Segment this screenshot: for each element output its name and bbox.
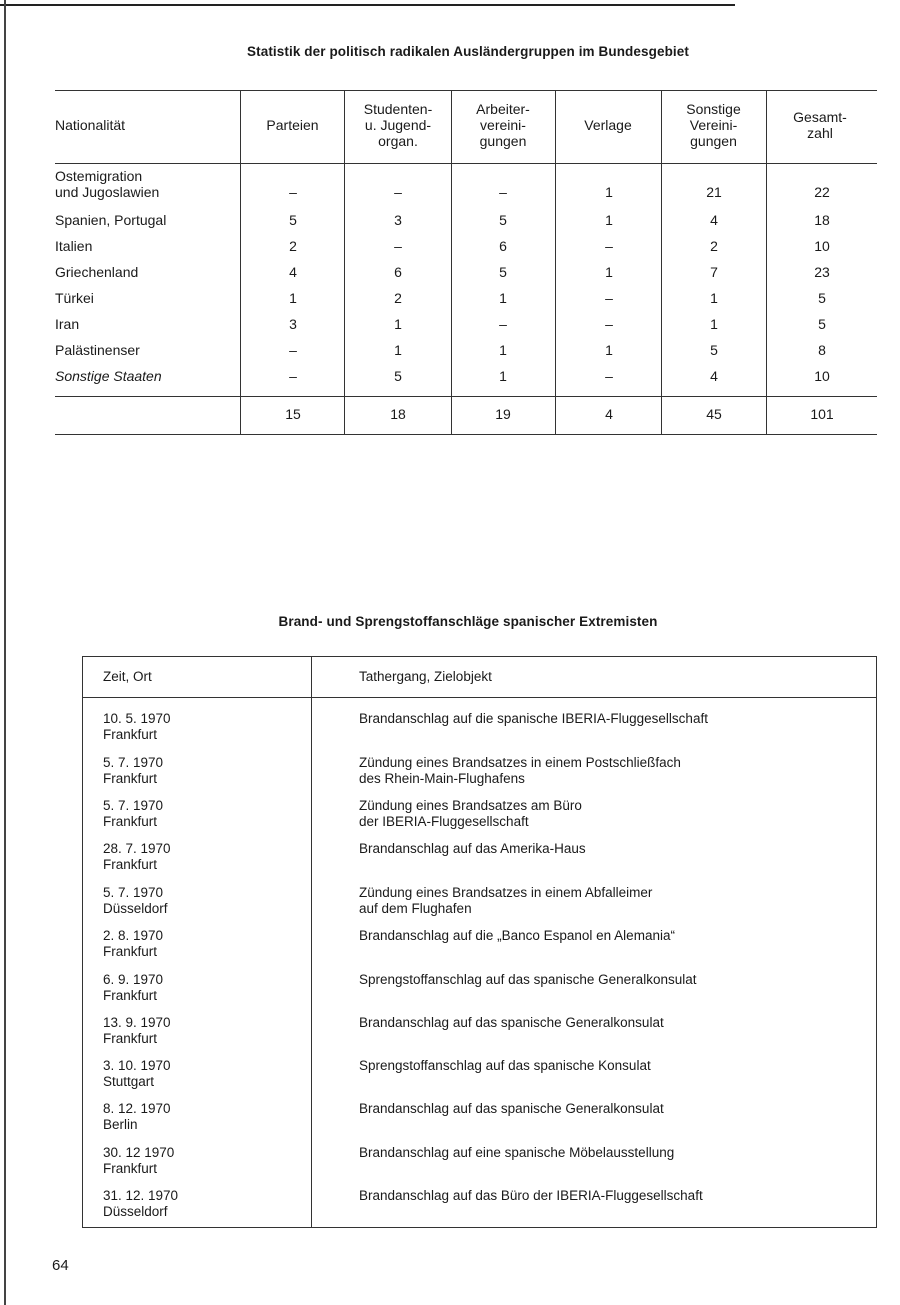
table-cell: 1 [394, 316, 402, 332]
table-cell: 10 [814, 238, 830, 254]
table-cell: 2 [394, 290, 402, 306]
table2-header-rule [83, 697, 876, 698]
row-label: Palästinenser [55, 342, 140, 358]
attack-description: Zündung eines Brandsatzes in einem Postschließfach des Rhein-Main-Flughafens [359, 755, 681, 786]
time-place-cell [103, 841, 171, 873]
table-cell: 21 [706, 184, 722, 200]
table-cell: 3 [394, 212, 402, 228]
table-cell: 5 [710, 342, 718, 358]
table1-header-rule [55, 163, 877, 164]
attack-place: Düsseldorf [103, 1204, 168, 1219]
attack-date: 8. 12. 1970 [103, 1101, 171, 1116]
table1-body-rule [55, 396, 877, 397]
time-place-cell [103, 1188, 178, 1220]
table-cell: – [499, 316, 507, 332]
table1-col-rule [766, 90, 767, 434]
table-cell: – [605, 368, 613, 384]
time-place-cell [103, 1015, 171, 1047]
attack-place: Stuttgart [103, 1074, 155, 1089]
attack-place: Frankfurt [103, 857, 158, 872]
table-cell: 1 [710, 316, 718, 332]
table-cell: – [605, 290, 613, 306]
table-cell: 5 [394, 368, 402, 384]
attack-date: 3. 10. 1970 [103, 1058, 171, 1073]
total-cell: 19 [495, 406, 511, 422]
table-cell: 1 [710, 290, 718, 306]
time-place-cell [103, 1058, 171, 1090]
attack-description: Brandanschlag auf das Büro der IBERIA-Fluggesellschaft [359, 1188, 703, 1203]
total-cell: 45 [706, 406, 722, 422]
attack-date: 6. 9. 1970 [103, 972, 164, 987]
attack-date: 13. 9. 1970 [103, 1015, 171, 1030]
table-cell: 2 [289, 238, 297, 254]
attack-description: Zündung eines Brandsatzes in einem Abfalleimer auf dem Flughafen [359, 885, 653, 916]
header-sonstige: Sonstige Vereini- gungen [686, 101, 741, 149]
table1-col-rule [451, 90, 452, 434]
table-cell: 6 [499, 238, 507, 254]
attack-place: Frankfurt [103, 727, 158, 742]
table-cell: – [394, 238, 402, 254]
header-verlage: Verlage [584, 117, 632, 133]
table1-col-rule [344, 90, 345, 434]
header-parteien: Parteien [266, 117, 319, 133]
table2-title: Brand- und Sprengstoffanschläge spanischer Extremisten [278, 614, 658, 629]
row-label: Sonstige Staaten [55, 368, 162, 384]
total-cell: 15 [285, 406, 301, 422]
table-cell: 5 [818, 290, 826, 306]
table1-col-rule [555, 90, 556, 434]
time-place-cell [103, 711, 171, 743]
table-cell: 3 [289, 316, 297, 332]
attack-place: Frankfurt [103, 1161, 158, 1176]
time-place-cell [103, 755, 163, 787]
table-cell: 18 [814, 212, 830, 228]
header-event-target: Tathergang, Zielobjekt [359, 669, 492, 684]
attack-date: 30. 12 1970 [103, 1145, 175, 1160]
table-cell: – [605, 316, 613, 332]
table-cell: 1 [605, 264, 613, 280]
table-cell: 4 [710, 368, 718, 384]
attack-date: 31. 12. 1970 [103, 1188, 179, 1203]
attack-date: 5. 7. 1970 [103, 885, 164, 900]
table-cell: 4 [710, 212, 718, 228]
total-cell: 101 [810, 406, 834, 422]
table2-column-rule [311, 657, 312, 1227]
table1-bottom-rule [55, 434, 877, 435]
header-gesamtzahl: Gesamt- zahl [793, 109, 847, 141]
attacks-table [82, 656, 877, 1228]
row-label: Spanien, Portugal [55, 212, 167, 228]
time-place-cell [103, 972, 163, 1004]
attack-date: 2. 8. 1970 [103, 928, 164, 943]
table-cell: 4 [289, 264, 297, 280]
attack-description: Brandanschlag auf das spanische Generalkonsulat [359, 1101, 664, 1116]
row-label: Italien [55, 238, 93, 254]
attack-place: Berlin [103, 1117, 138, 1132]
table-cell: 10 [814, 368, 830, 384]
table-cell: 2 [710, 238, 718, 254]
table-cell: – [289, 342, 297, 358]
attack-description: Zündung eines Brandsatzes am Büro der IBERIA-Fluggesellschaft [359, 798, 582, 829]
table1-col-rule [240, 90, 241, 434]
attack-description: Brandanschlag auf die „Banco Espanol en Alemania“ [359, 928, 675, 943]
table1-title: Statistik der politisch radikalen Ausländergruppen im Bundesgebiet [247, 44, 689, 59]
table-cell: 1 [394, 342, 402, 358]
attack-date: 5. 7. 1970 [103, 755, 164, 770]
table-cell: 22 [814, 184, 830, 200]
table-cell: 5 [499, 212, 507, 228]
attack-date: 10. 5. 1970 [103, 711, 171, 726]
table1-col-rule [661, 90, 662, 434]
attack-place: Frankfurt [103, 944, 158, 959]
nationality-statistics-table [55, 86, 877, 436]
table-cell: – [289, 184, 297, 200]
row-label: Iran [55, 316, 80, 332]
table-cell: – [289, 368, 297, 384]
time-place-cell [103, 928, 163, 960]
attack-description: Sprengstoffanschlag auf das spanische Generalkonsulat [359, 972, 697, 987]
row-label: Türkei [55, 290, 94, 306]
table-cell: – [499, 184, 507, 200]
attack-date: 5. 7. 1970 [103, 798, 164, 813]
left-binding-rule [4, 0, 6, 1305]
attack-description: Brandanschlag auf die spanische IBERIA-Fluggesellschaft [359, 711, 708, 726]
attack-date: 28. 7. 1970 [103, 841, 171, 856]
table-cell: 6 [394, 264, 402, 280]
table-cell: 8 [818, 342, 826, 358]
attack-place: Frankfurt [103, 1031, 158, 1046]
total-cell: 18 [390, 406, 406, 422]
row-label: Ostemigration und Jugoslawien [55, 168, 160, 200]
top-rule [0, 4, 735, 6]
table-cell: – [394, 184, 402, 200]
table-cell: 5 [818, 316, 826, 332]
attack-place: Frankfurt [103, 814, 158, 829]
attack-place: Frankfurt [103, 988, 158, 1003]
table-cell: 23 [814, 264, 830, 280]
attack-description: Brandanschlag auf das spanische Generalkonsulat [359, 1015, 664, 1030]
time-place-cell [103, 798, 163, 830]
attack-description: Brandanschlag auf das Amerika-Haus [359, 841, 586, 856]
header-time-place: Zeit, Ort [103, 669, 152, 684]
header-arbeiter: Arbeiter- vereini- gungen [476, 101, 530, 149]
table-cell: – [605, 238, 613, 254]
attack-place: Frankfurt [103, 771, 158, 786]
table-cell: 1 [605, 342, 613, 358]
table-cell: 1 [605, 212, 613, 228]
total-cell: 4 [605, 406, 613, 422]
table-cell: 5 [499, 264, 507, 280]
row-label: Griechenland [55, 264, 139, 280]
time-place-cell [103, 1145, 174, 1177]
table-cell: 1 [289, 290, 297, 306]
table-cell: 1 [499, 368, 507, 384]
header-nationality: Nationalität [55, 117, 126, 133]
table1-top-rule [55, 90, 877, 91]
table-cell: 5 [289, 212, 297, 228]
page-number: 64 [52, 1257, 69, 1274]
attack-description: Brandanschlag auf eine spanische Möbelausstellung [359, 1145, 675, 1160]
table-cell: 1 [499, 290, 507, 306]
attack-description: Sprengstoffanschlag auf das spanische Konsulat [359, 1058, 651, 1073]
table-cell: 1 [499, 342, 507, 358]
table-cell: 7 [710, 264, 718, 280]
time-place-cell [103, 885, 168, 917]
table-cell: 1 [605, 184, 613, 200]
time-place-cell [103, 1101, 171, 1133]
attack-place: Düsseldorf [103, 901, 168, 916]
header-studenten: Studenten- u. Jugend- organ. [363, 101, 433, 149]
